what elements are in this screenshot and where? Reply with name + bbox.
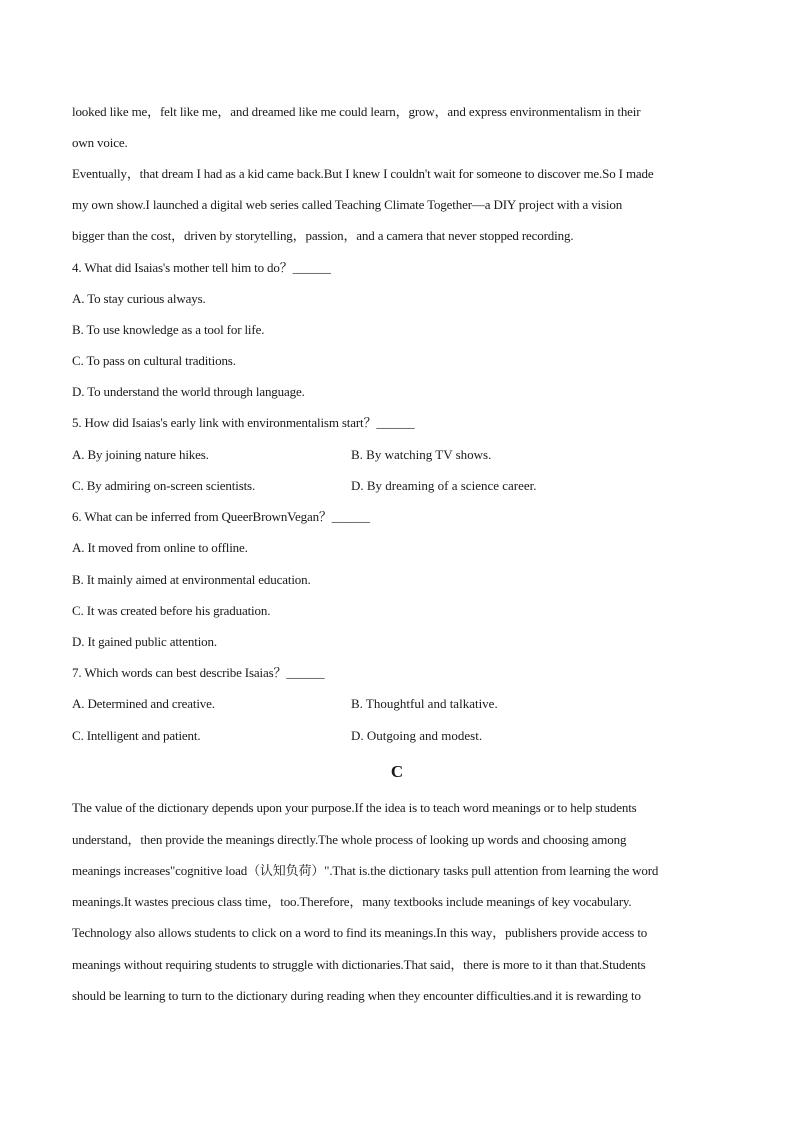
answer-option: A. Determined and creative. bbox=[72, 696, 215, 711]
answer-option: D. Outgoing and modest. bbox=[351, 728, 483, 743]
answer-option: B. By watching TV shows. bbox=[351, 447, 492, 462]
answer-option: D. By dreaming of a science career. bbox=[351, 478, 537, 493]
passage-line: understand，then provide the meanings directly.The whole process of looking up words and choosing among bbox=[72, 832, 627, 847]
passage-line: should be learning to turn to the dictionary during reading when they encounter difficulties.and it is rewarding to bbox=[72, 988, 641, 1003]
passage-line: Technology also allows students to click on a word to find its meanings.In this way，publishers provide access to bbox=[72, 925, 648, 940]
passage-line: The value of the dictionary depends upon your purpose.If the idea is to teach word meanings or to help students bbox=[72, 800, 637, 815]
passage-line: bigger than the cost，driven by storytelling，passion，and a camera that never stopped recording. bbox=[72, 228, 574, 243]
passage-line: meanings.It wastes precious class time，too.Therefore，many textbooks include meanings of key vocabulary. bbox=[72, 894, 632, 909]
passage-line: own voice. bbox=[72, 135, 128, 150]
answer-option: B. Thoughtful and talkative. bbox=[351, 696, 498, 711]
answer-option: C. Intelligent and patient. bbox=[72, 728, 201, 743]
answer-option: D. To understand the world through language. bbox=[72, 384, 305, 399]
passage-line: meanings without requiring students to struggle with dictionaries.That said，there is more to it than that.Students bbox=[72, 957, 646, 972]
answer-option: B. It mainly aimed at environmental education. bbox=[72, 572, 311, 587]
answer-option: B. To use knowledge as a tool for life. bbox=[72, 322, 265, 337]
passage-line: my own show.I launched a digital web series called Teaching Climate Together—a DIY project with a vision bbox=[72, 197, 623, 212]
passage-line: looked like me，felt like me，and dreamed like me could learn，grow，and express environmentalism in their bbox=[72, 104, 641, 119]
question-stem: 4. What did Isaias's mother tell him to do？______ bbox=[72, 260, 331, 275]
question-stem: 5. How did Isaias's early link with environmentalism start？______ bbox=[72, 415, 415, 430]
question-stem: 7. Which words can best describe Isaias？______ bbox=[72, 665, 325, 680]
answer-option: C. By admiring on-screen scientists. bbox=[72, 478, 256, 493]
passage-line: Eventually，that dream I had as a kid came back.But I knew I couldn't wait for someone to discover me.So I made bbox=[72, 166, 654, 181]
question-stem: 6. What can be inferred from QueerBrownVegan？______ bbox=[72, 509, 370, 524]
passage-line: meanings increases"cognitive load（认知负荷）".That is.the dictionary tasks pull attention from learning the word bbox=[72, 863, 659, 878]
answer-option: D. It gained public attention. bbox=[72, 634, 217, 649]
section-heading: C bbox=[390, 762, 404, 781]
answer-option: A. By joining nature hikes. bbox=[72, 447, 209, 462]
answer-option: A. It moved from online to offline. bbox=[72, 540, 248, 555]
answer-option: C. It was created before his graduation. bbox=[72, 603, 271, 618]
answer-option: C. To pass on cultural traditions. bbox=[72, 353, 236, 368]
answer-option: A. To stay curious always. bbox=[72, 291, 206, 306]
